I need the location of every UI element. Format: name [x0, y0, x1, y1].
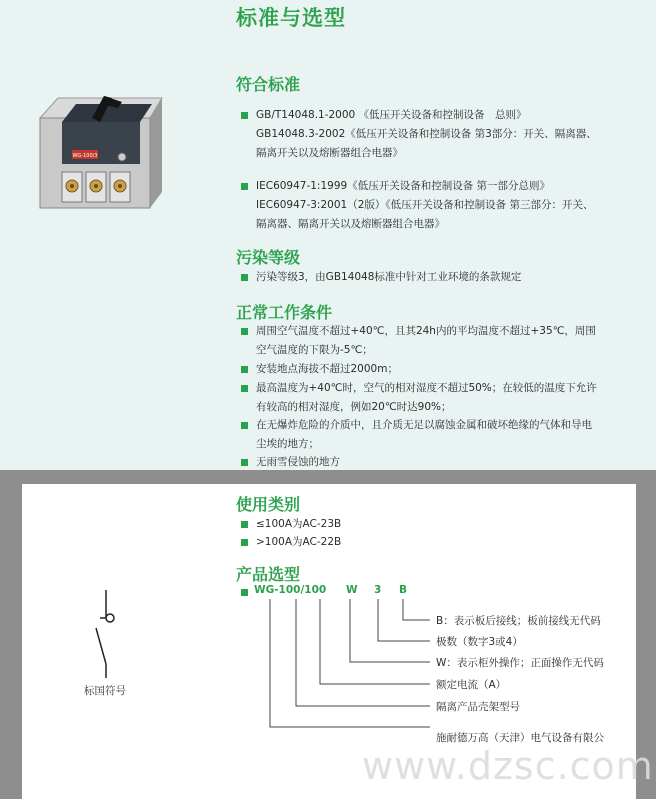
usage-item-1: ≤100A为AC-23B — [256, 518, 342, 530]
condition-4-line-1: 在无爆炸危险的介质中，且介质无足以腐蚀金属和破坏绝缘的气体和导电 — [256, 419, 592, 431]
condition-3-line-1: 最高温度为+40℃时，空气的相对湿度不超过50%；在较低的温度下允许 — [256, 382, 597, 394]
standards-heading: 符合标准 — [236, 75, 301, 94]
explain-terminal: B：表示板后接线；板前接线无代码 — [436, 615, 601, 627]
pollution-item: 污染等级3，由GB14048标准中针对工业环境的条款规定 — [256, 271, 522, 283]
condition-3-line-2: 有较高的相对湿度，例如20℃时达90%； — [256, 401, 452, 413]
model-w: W — [346, 584, 358, 596]
model-b: B — [399, 584, 408, 596]
explain-frame: 隔离产品壳架型号 — [436, 701, 520, 713]
symbol-label: 标国符号 — [84, 685, 126, 697]
selection-heading: 产品选型 — [236, 565, 301, 584]
explain-manufacturer: 施耐德万高（天津）电气设备有限公 — [436, 732, 604, 744]
model-prefix: WG-100/100 — [254, 584, 327, 596]
explain-poles: 极数（数字3或4） — [436, 636, 523, 648]
pollution-heading: 污染等级 — [236, 248, 301, 267]
conditions-heading: 正常工作条件 — [236, 303, 333, 322]
condition-1-line-2: 空气温度的下限为-5℃； — [256, 344, 373, 356]
product-label: WG-100/3 — [72, 153, 98, 159]
switch-symbol-icon — [80, 590, 140, 680]
watermark: www.dzsc.com — [362, 744, 654, 788]
model-poles: 3 — [374, 584, 382, 596]
condition-5-line-1: 无雨雪侵蚀的地方 — [256, 456, 340, 468]
condition-1-line-1: 周围空气温度不超过+40℃，且其24h内的平均温度不超过+35℃，周围 — [256, 325, 596, 337]
condition-4-line-2: 尘埃的地方； — [256, 438, 319, 450]
page-title: 标准与选型 — [236, 6, 346, 30]
standard-2-line-3: 隔离器、隔离开关以及熔断器组合电器》 — [256, 218, 445, 230]
standard-1-line-1: GB/T14048.1-2000 《低压开关设备和控制设备 总则》 — [256, 109, 527, 121]
usage-item-2: >100A为AC-22B — [256, 536, 342, 548]
condition-2-line-1: 安装地点海拔不超过2000m； — [256, 363, 398, 375]
standard-2-line-2: IEC60947-3:2001（2版）《低压开关设备和控制设备 第三部分：开关、 — [256, 199, 594, 211]
explain-operation: W：表示柜外操作；正面操作无代码 — [436, 657, 604, 669]
standard-2-line-1: IEC60947-1:1999《低压开关设备和控制设备 第一部分总则》 — [256, 180, 551, 192]
usage-heading: 使用类别 — [236, 495, 301, 514]
standard-1-line-3: 隔离开关以及熔断器组合电器》 — [256, 147, 403, 159]
explain-current: 额定电流（A） — [436, 679, 507, 691]
standard-1-line-2: GB14048.3-2002《低压开关设备和控制设备 第3部分：开关、隔离器、 — [256, 128, 597, 140]
